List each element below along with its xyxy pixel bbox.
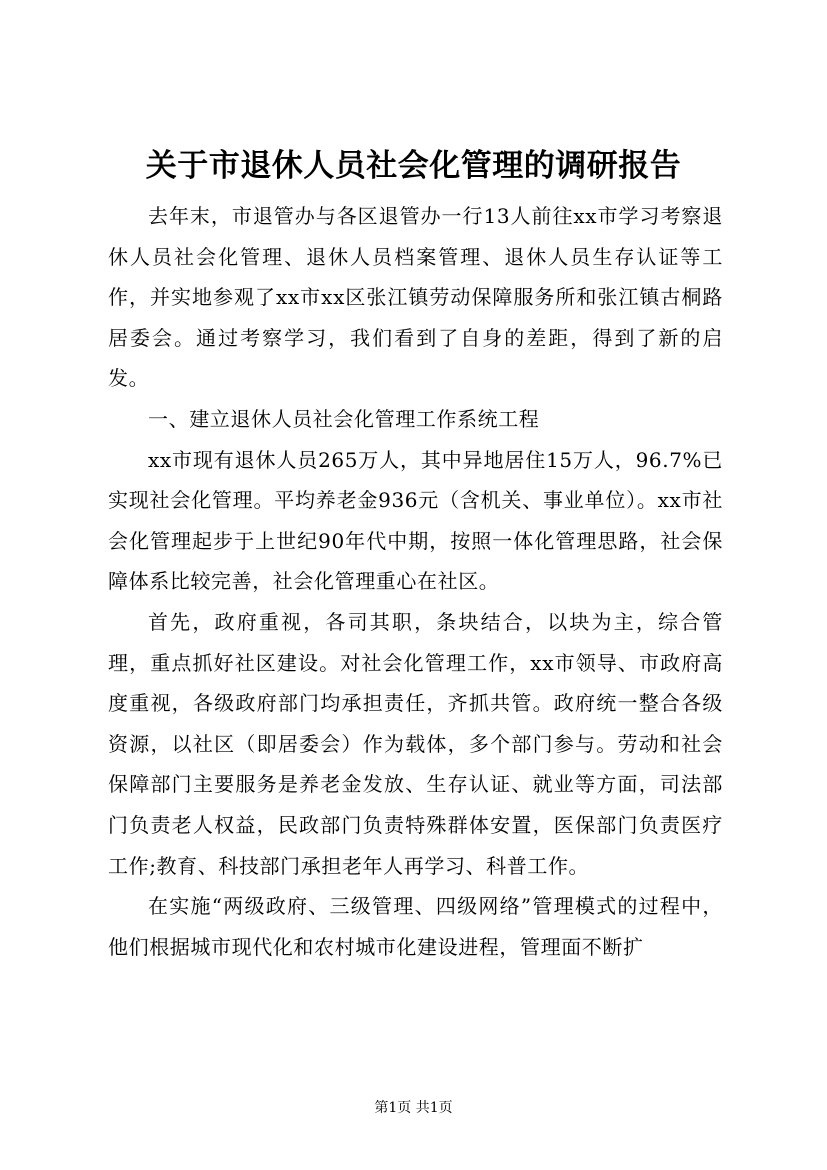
paragraph-government: 首先，政府重视，各司其职，条块结合，以块为主，综合管理，重点抓好社区建设。对社会化管理工作，xx市领导、市政府高度重视，各级政府部门均承担责任，齐抓共管。政府统一整合各级资源，以社区（即居委会）作为载体，多个部门参与。劳动和社会保障部门主要服务是养老金发放、生存认证、就业等方面，司法部门负责老人权益，民政部门负责特殊群体安置，医保部门负责医疗工作;教育、科技部门承担老年人再学习、科普工作。 xyxy=(108,609,723,878)
paragraph-intro: 去年末，市退管办与各区退管办一行13人前往xx市学习考察退休人员社会化管理、退休人员档案管理、退休人员生存认证等工作，并实地参观了xx市xx区张江镇劳动保障服务所和张江镇古桐路居委会。通过考察学习，我们看到了自身的差距，得到了新的启发。 xyxy=(108,204,723,391)
paragraph-overview: xx市现有退休人员265万人，其中异地居住15万人，96.7%已实现社会化管理。平均养老金936元（含机关、事业单位）。xx市社会化管理起步于上世纪90年代中期，按照一体化管理思路，社会保障体系比较完善，社会化管理重心在社区。 xyxy=(108,447,723,594)
section-heading-1: 一、建立退休人员社会化管理工作系统工程 xyxy=(148,406,540,431)
document-body xyxy=(108,196,723,967)
page-footer: 第1页 共1页 xyxy=(374,1100,453,1116)
page-title: 关于市退休人员社会化管理的调研报告 xyxy=(145,148,682,184)
paragraph-model: 在实施“两级政府、三级管理、四级网络”管理模式的过程中，他们根据城市现代化和农村城市化建设进程，管理面不断扩 xyxy=(108,894,723,959)
